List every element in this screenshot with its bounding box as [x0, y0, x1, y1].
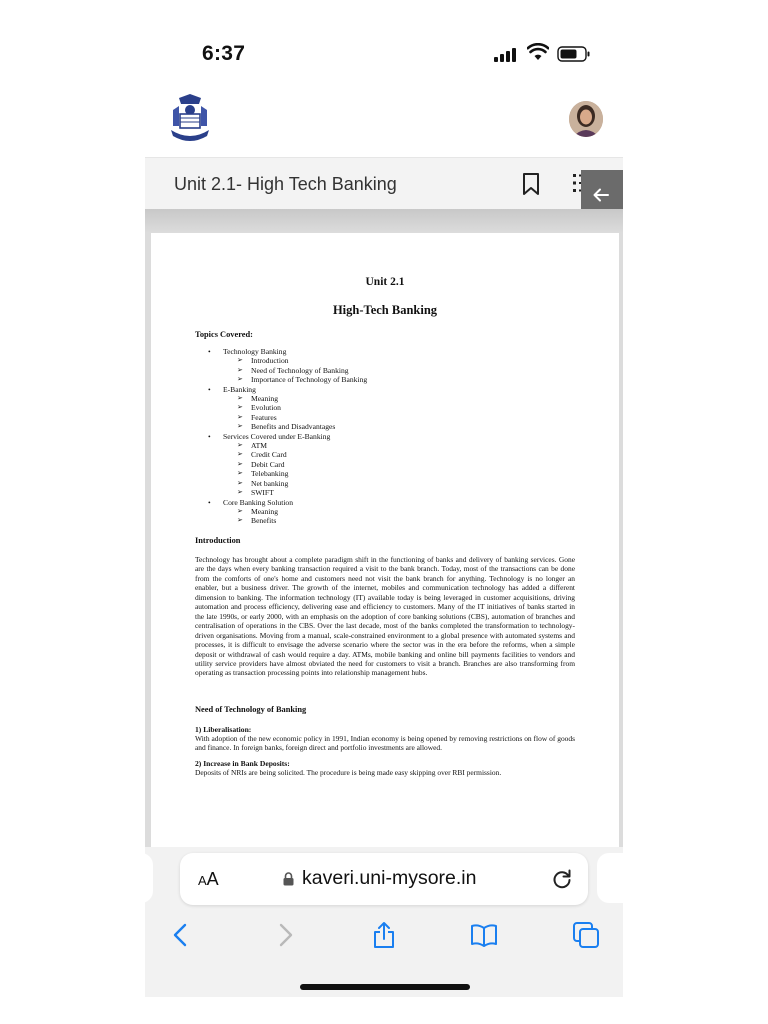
page-title: High-Tech Banking: [332, 303, 438, 317]
subtopic-item: ➢ Benefits and Disadvantages: [207, 422, 367, 431]
topic-item: • Services Covered under E-Banking: [207, 432, 367, 441]
next-tab-peek[interactable]: [597, 853, 623, 903]
subtopic-item: ➢ Debit Card: [207, 460, 367, 469]
back-arrow-icon[interactable]: [167, 921, 195, 949]
forward-arrow-icon[interactable]: [271, 921, 299, 949]
subtopic-item: ➢ SWIFT: [207, 488, 367, 497]
document-viewer[interactable]: [145, 209, 623, 847]
topics-list: [207, 347, 367, 526]
introduction-heading: Introduction: [195, 536, 241, 545]
liberalisation-paragraph: With adoption of the new economic policy in 1991, Indian economy is being opened by removing restrictions on flow of goods and finance. In foreign banks, foreign direct and portfolio investments are allowed.: [195, 734, 575, 753]
subtopic-item: ➢ Features: [207, 413, 367, 422]
subtopic-item: ➢ Telebanking: [207, 469, 367, 478]
reload-icon[interactable]: [551, 868, 573, 890]
cellular-signal-icon: [494, 48, 520, 62]
liberalisation-heading: 1) Liberalisation:: [195, 725, 252, 734]
battery-icon: [557, 46, 591, 62]
text-size-button[interactable]: AA: [198, 869, 219, 889]
need-heading: Need of Technology of Banking: [195, 705, 307, 714]
document-title-bar: [145, 157, 623, 209]
university-logo-icon[interactable]: [165, 92, 215, 144]
subtopic-item: ➢ Meaning: [207, 507, 367, 516]
document-page: [151, 233, 619, 847]
subtopic-item: ➢ Net banking: [207, 479, 367, 488]
user-avatar[interactable]: [569, 101, 603, 137]
subtopic-item: ➢ Meaning: [207, 394, 367, 403]
lock-icon: [283, 872, 294, 886]
previous-tab-peek[interactable]: [145, 853, 153, 903]
topics-heading: Topics Covered:: [195, 330, 253, 339]
subtopic-item: ➢ Credit Card: [207, 450, 367, 459]
topic-item: • Core Banking Solution: [207, 498, 367, 507]
introduction-paragraph: Technology has brought about a complete paradigm shift in the functioning of banks and delivery of banking services. Gone are the days when every banking transaction required a visit to the bank branch. Today, most of the transactions can be done from the comforts of one's home and customers need not visit the bank branch for anything. Technology is no longer an enabler, but a business driver. The growth of the internet, mobiles and communication technology has added a different dimension to banking. The information technology (IT) available today is being leveraged in customer acquisitions, driving automation and process efficiency, delivering ease and efficiency to customers. Many of the IT initiatives of banks started in the late 1990s, or early 2000, with an emphasis on the adoption of core banking solutions (CBS), automation of branches and centralisation of operations in the CBS. Over the last decade, most of the banks completed the transformation to technology-driven organisations. Moving from a manual, scale-constrained environment to a global presence with automated systems and processes, it is difficult to envisage the adverse scenario where the sector was in the era before the reforms, when a simple deposit or withdrawal of cash would require a day. ATMs, mobile banking and online bill payments facilities to vendors and utility service providers have almost obviated the need for customers to visit a branch. Branches are also transforming from operating as transaction processing points into relationship management hubs.: [195, 555, 575, 678]
deposits-paragraph: Deposits of NRIs are being solicited. The procedure is being made easy skipping over RBI permission.: [195, 768, 502, 777]
browser-toolbar: [145, 847, 623, 997]
arrow-left-icon: [593, 188, 609, 202]
topic-item: • E-Banking: [207, 385, 367, 394]
document-title: Unit 2.1- High Tech Banking: [174, 174, 397, 194]
subtopic-item: ➢ Importance of Technology of Banking: [207, 375, 367, 384]
bookmark-icon[interactable]: [522, 172, 540, 196]
subtopic-item: ➢ Need of Technology of Banking: [207, 366, 367, 375]
bookmarks-book-icon[interactable]: [470, 921, 498, 949]
address-bar[interactable]: [180, 853, 588, 905]
page-unit-heading: Unit 2.1: [365, 276, 405, 288]
home-indicator[interactable]: [300, 984, 470, 990]
deposits-heading: 2) Increase in Bank Deposits:: [195, 759, 290, 768]
subtopic-item: ➢ ATM: [207, 441, 367, 450]
subtopic-item: ➢ Benefits: [207, 516, 367, 525]
browser-navigation: [145, 915, 623, 955]
tabs-icon[interactable]: [572, 921, 600, 949]
phone-screen: [145, 27, 623, 997]
status-time: 6:37: [202, 42, 246, 65]
topic-item: • Technology Banking: [207, 347, 367, 356]
status-bar: [145, 27, 623, 77]
subtopic-item: ➢ Introduction: [207, 356, 367, 365]
url-text[interactable]: kaveri.uni-mysore.in: [302, 867, 477, 889]
subtopic-item: ➢ Evolution: [207, 403, 367, 412]
wifi-icon: [527, 43, 549, 61]
share-icon[interactable]: [370, 921, 398, 949]
site-header: [145, 77, 623, 157]
